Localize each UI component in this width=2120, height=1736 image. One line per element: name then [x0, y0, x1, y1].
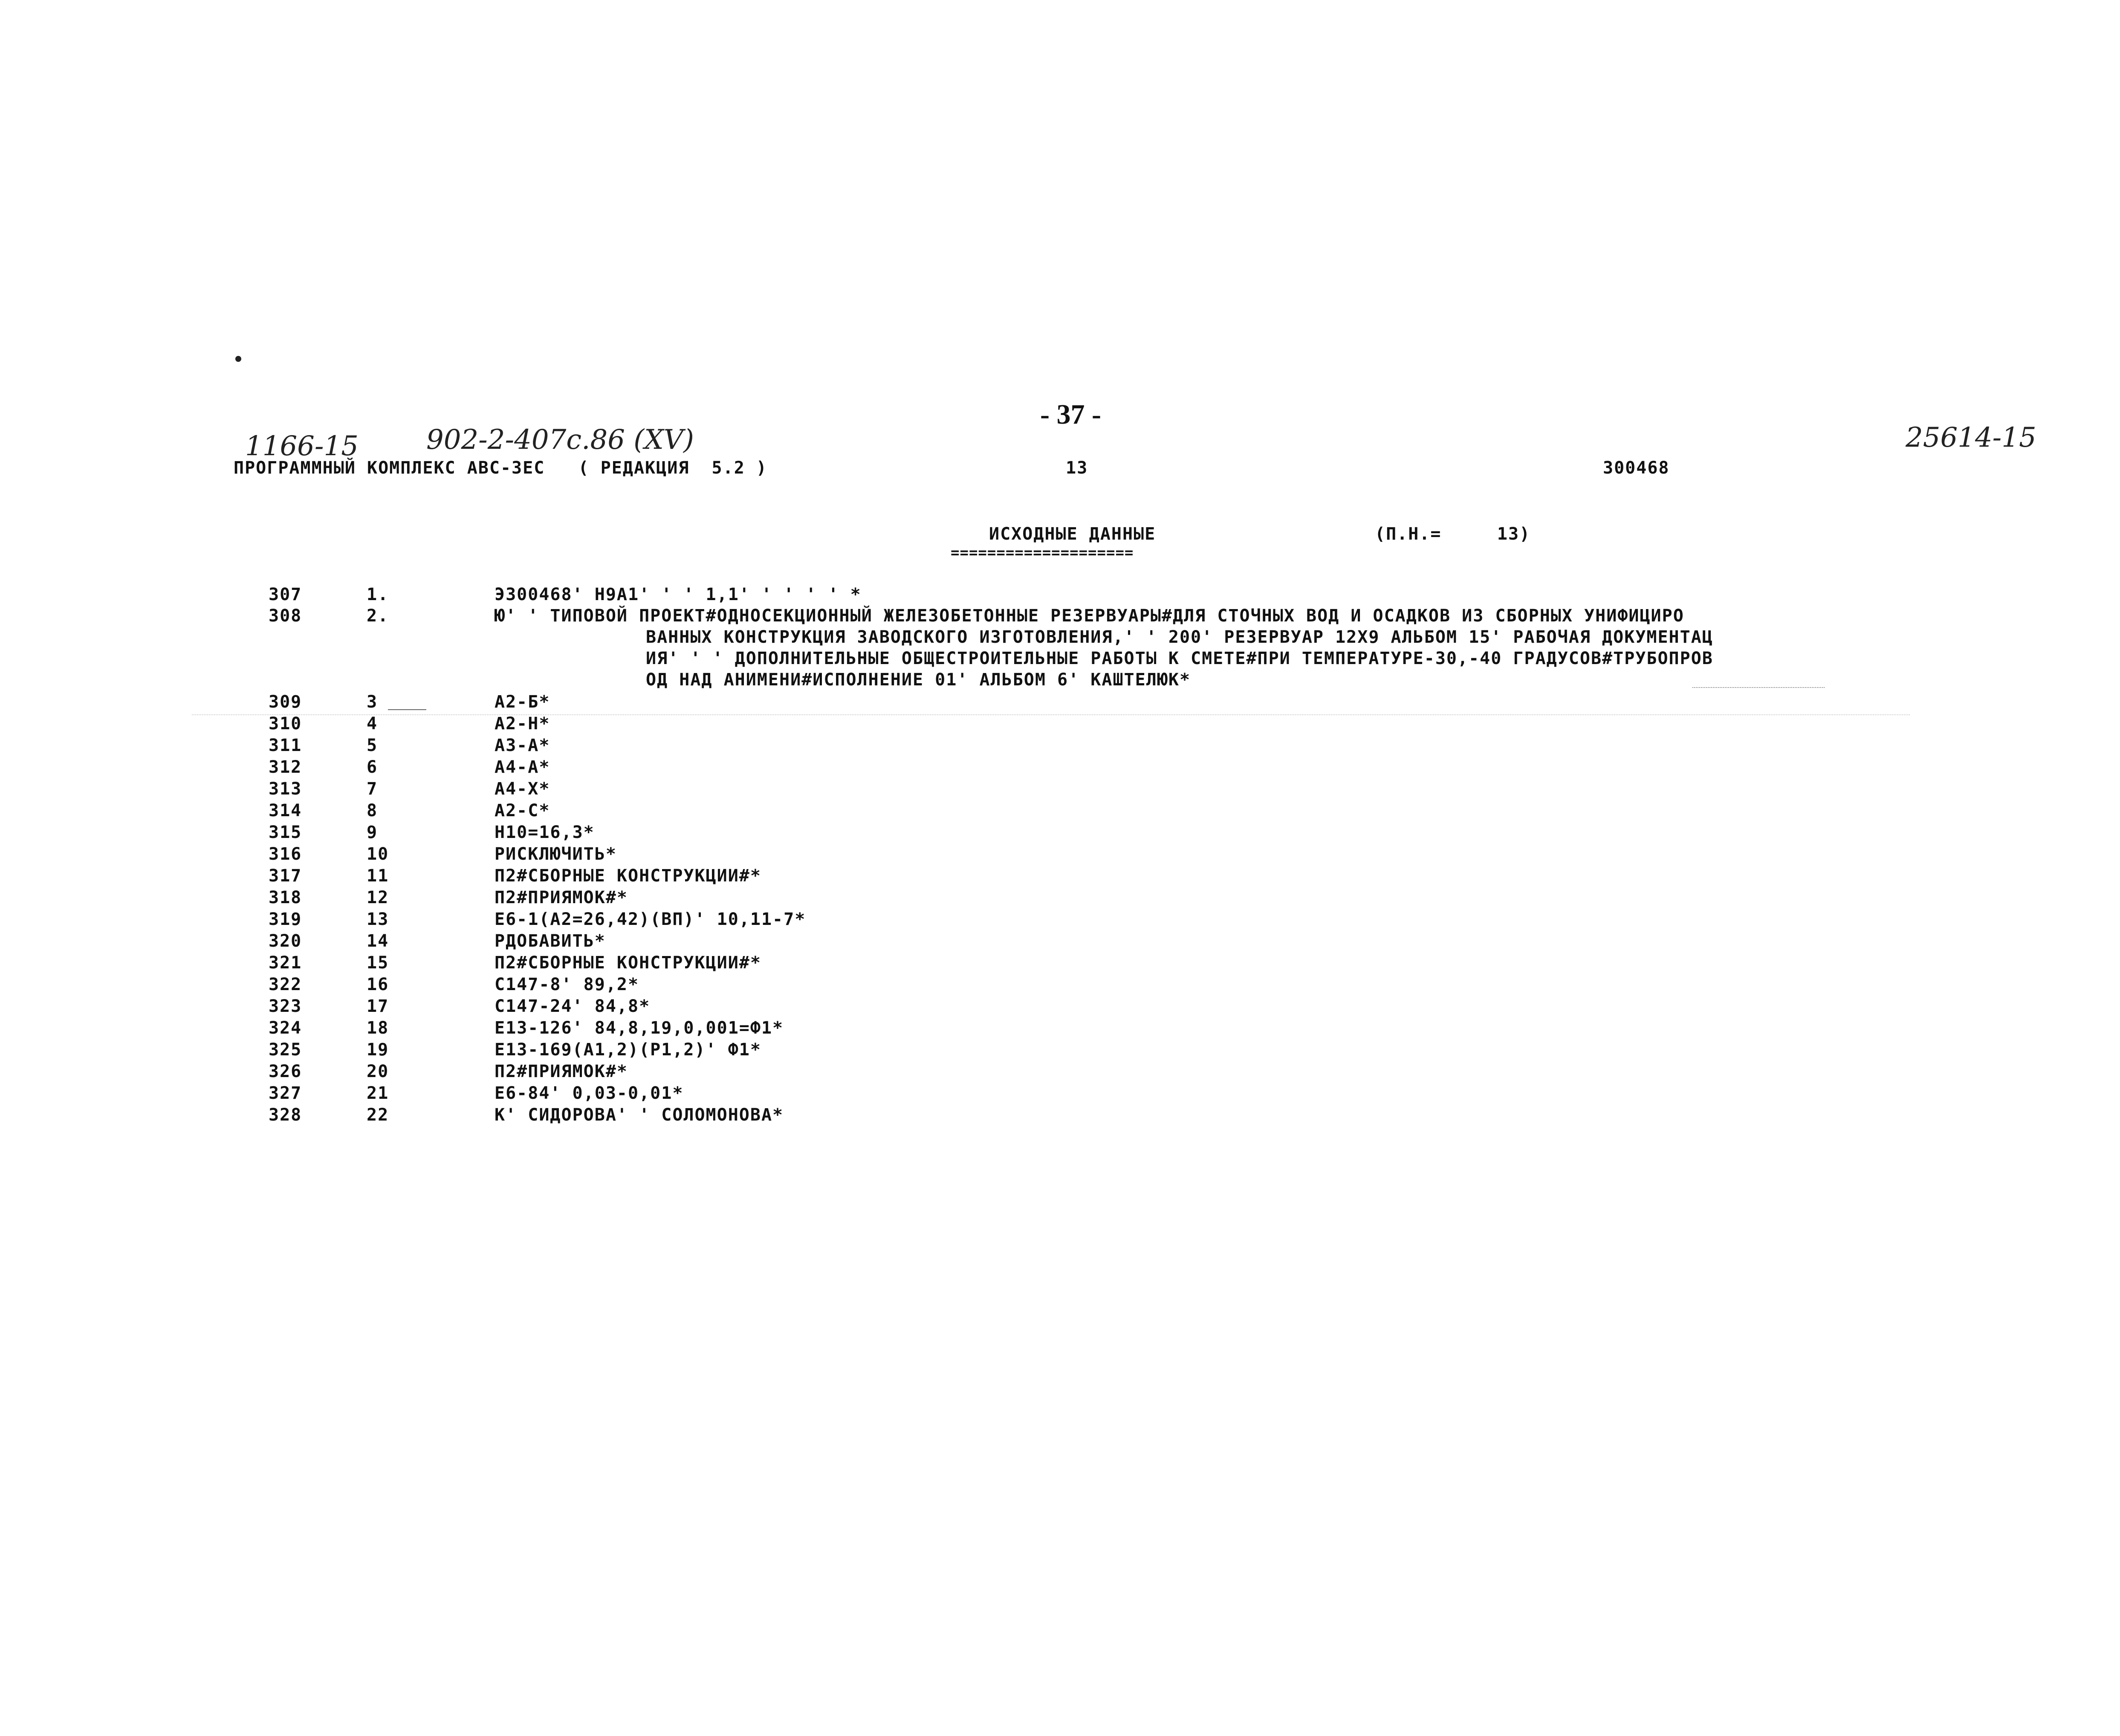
- page-number: - 37 -: [1040, 399, 1101, 430]
- row-text: ОД НАД АНИМЕНИ#ИСПОЛНЕНИЕ 01' АЛЬБОМ 6' КАШТЕЛЮК*: [646, 670, 1191, 690]
- line-number: 310: [269, 714, 302, 734]
- row-text: А2-Б*: [495, 692, 550, 712]
- item-number: 5: [367, 736, 378, 755]
- line-number: 308: [269, 606, 302, 626]
- row-text: А4-Х*: [495, 779, 550, 799]
- row-text: П2#ПРИЯМОК#*: [495, 888, 628, 907]
- line-number: 324: [269, 1018, 302, 1038]
- row-text: А3-А*: [495, 736, 550, 755]
- handwritten-left-code: 1166-15: [245, 430, 359, 462]
- row-text: РДОБАВИТЬ*: [495, 931, 606, 951]
- line-number: 314: [269, 801, 302, 820]
- line-number: 316: [269, 844, 302, 864]
- line-number: 317: [269, 866, 302, 886]
- row-text: А2-Н*: [495, 714, 550, 734]
- row-text: ВАННЫХ КОНСТРУКЦИЯ ЗАВОДСКОГО ИЗГОТОВЛЕНИЯ,' ' 200' РЕЗЕРВУАР 12Х9 АЛЬБОМ 15' РАБОЧАЯ ДОКУМЕНТАЦ: [646, 627, 1713, 647]
- document-code: 300468: [1603, 458, 1670, 478]
- line-number: 315: [269, 823, 302, 842]
- section-title-underline: ====================: [951, 544, 1134, 561]
- section-reference: (П.Н.= 13): [1375, 524, 1531, 544]
- scan-speck: [235, 356, 241, 362]
- line-number: 325: [269, 1040, 302, 1060]
- scan-dash: [388, 709, 426, 710]
- row-text: П2#СБОРНЫЕ КОНСТРУКЦИИ#*: [495, 866, 761, 886]
- item-number: 4: [367, 714, 378, 734]
- line-number: 326: [269, 1062, 302, 1081]
- line-number: 328: [269, 1105, 302, 1125]
- row-text: А4-А*: [495, 757, 550, 777]
- row-text: Е13-126' 84,8,19,0,001=Ф1*: [495, 1018, 784, 1038]
- row-text: П2#СБОРНЫЕ КОНСТРУКЦИИ#*: [495, 953, 761, 973]
- line-number: 311: [269, 736, 302, 755]
- program-header: ПРОГРАММНЫЙ КОМПЛЕКС АВС-ЗЕС ( РЕДАКЦИЯ 5.2 ): [234, 458, 767, 478]
- row-text: Ю' ' ТИПОВОЙ ПРОЕКТ#ОДНОСЕКЦИОННЫЙ ЖЕЛЕЗОБЕТОННЫЕ РЕЗЕРВУАРЫ#ДЛЯ СТОЧНЫХ ВОД И ОСАДКОВ ИЗ СБОРНЫХ УНИФИЦИРО: [495, 606, 1684, 626]
- item-number: 11: [367, 866, 389, 886]
- item-number: 16: [367, 975, 389, 994]
- item-number: 18: [367, 1018, 389, 1038]
- item-number: 3: [367, 692, 378, 712]
- item-number: 19: [367, 1040, 389, 1060]
- row-text: РИСКЛЮЧИТЬ*: [495, 844, 617, 864]
- item-number: 21: [367, 1083, 389, 1103]
- line-number: 312: [269, 757, 302, 777]
- item-number: 2.: [367, 606, 389, 626]
- row-text: А2-С*: [495, 801, 550, 820]
- scan-dotted-line: [192, 714, 1910, 715]
- handwritten-project-code: 902-2-407с.86 (XV): [426, 424, 694, 456]
- item-number: 12: [367, 888, 389, 907]
- row-text: С147-8' 89,2*: [495, 975, 639, 994]
- row-text: П2#ПРИЯМОК#*: [495, 1062, 628, 1081]
- item-number: 15: [367, 953, 389, 973]
- line-number: 320: [269, 931, 302, 951]
- line-number: 318: [269, 888, 302, 907]
- row-text: С147-24' 84,8*: [495, 997, 651, 1016]
- line-number: 327: [269, 1083, 302, 1103]
- item-number: 14: [367, 931, 389, 951]
- section-title: ИСХОДНЫЕ ДАННЫЕ: [989, 524, 1156, 544]
- line-number: 321: [269, 953, 302, 973]
- line-number: 323: [269, 997, 302, 1016]
- row-text: Е6-84' 0,03-0,01*: [495, 1083, 684, 1103]
- item-number: 20: [367, 1062, 389, 1081]
- line-number: 319: [269, 910, 302, 929]
- item-number: 10: [367, 844, 389, 864]
- row-text: Е6-1(А2=26,42)(ВП)' 10,11-7*: [495, 910, 806, 929]
- line-number: 309: [269, 692, 302, 712]
- handwritten-right-code: 25614-15: [1906, 422, 2036, 453]
- scan-dotted-line: [1692, 687, 1825, 688]
- item-number: 9: [367, 823, 378, 842]
- item-number: 6: [367, 757, 378, 777]
- item-number: 1.: [367, 585, 389, 604]
- row-text: ИЯ' ' ' ДОПОЛНИТЕЛЬНЫЕ ОБЩЕСТРОИТЕЛЬНЫЕ РАБОТЫ К СМЕТЕ#ПРИ ТЕМПЕРАТУРЕ-30,-40 ГРАДУСОВ#ТРУБОПРОВ: [646, 649, 1713, 668]
- row-text: К' СИДОРОВА' ' СОЛОМОНОВА*: [495, 1105, 784, 1125]
- line-number: 322: [269, 975, 302, 994]
- item-number: 13: [367, 910, 389, 929]
- item-number: 7: [367, 779, 378, 799]
- sheet-number: 13: [1066, 458, 1088, 478]
- row-text: Э300468' Н9А1' ' ' 1,1' ' ' ' ' *: [495, 585, 862, 604]
- item-number: 17: [367, 997, 389, 1016]
- line-number: 313: [269, 779, 302, 799]
- row-text: Е13-169(А1,2)(Р1,2)' Ф1*: [495, 1040, 761, 1060]
- item-number: 22: [367, 1105, 389, 1125]
- item-number: 8: [367, 801, 378, 820]
- line-number: 307: [269, 585, 302, 604]
- row-text: Н10=16,3*: [495, 823, 595, 842]
